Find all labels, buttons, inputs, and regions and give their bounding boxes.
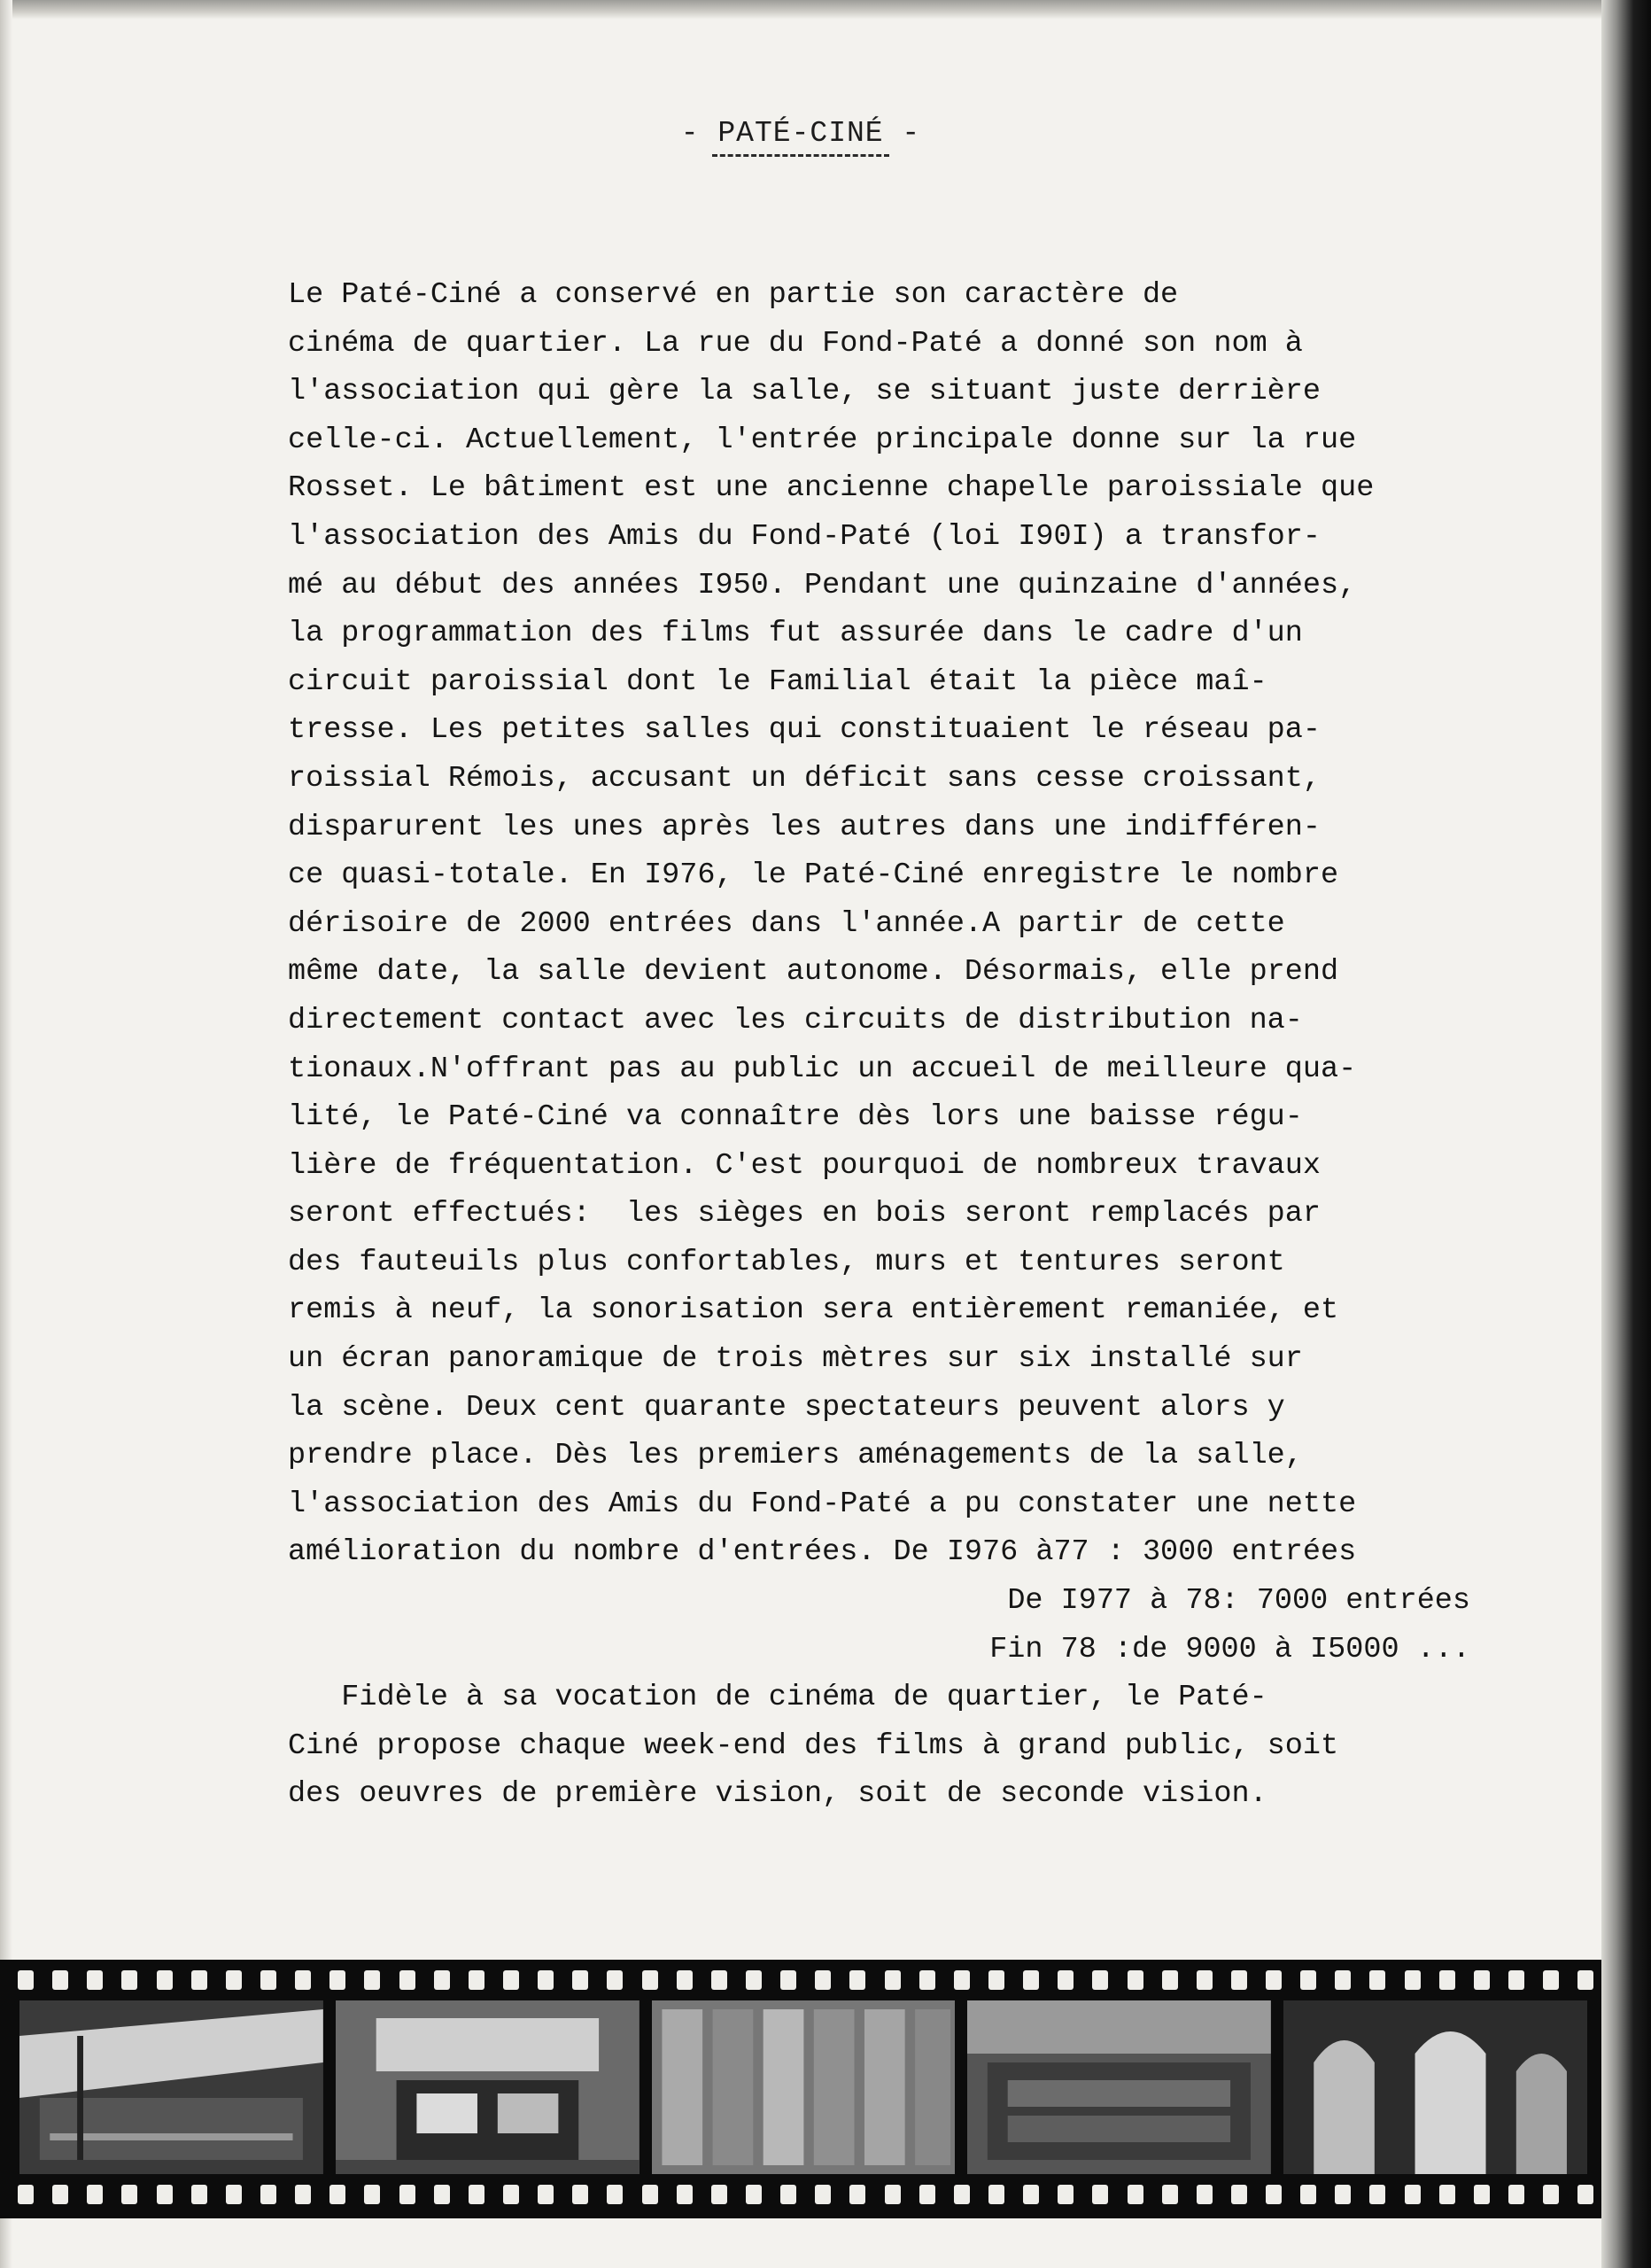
paragraph-2-line: des oeuvres de première vision, soit de seconde vision. bbox=[288, 1777, 1267, 1812]
paragraph-1-line: lière de fréquentation. C'est pourquoi de nombreux travaux bbox=[288, 1148, 1321, 1183]
film-sprocket-hole bbox=[1162, 2185, 1178, 2204]
film-sprocket-hole bbox=[1300, 1970, 1316, 1990]
film-sprocket-hole bbox=[815, 2185, 831, 2204]
attendance-stats bbox=[288, 1577, 1528, 1674]
page-side-edge bbox=[1601, 0, 1651, 2268]
film-sprocket-hole bbox=[364, 2185, 380, 2204]
film-sprocket-hole bbox=[538, 1970, 554, 1990]
paragraph-1-line: cinéma de quartier. La rue du Fond-Paté a donné son nom à bbox=[288, 326, 1303, 361]
film-sprocket-hole bbox=[780, 2185, 796, 2204]
film-sprocket-hole bbox=[329, 2185, 345, 2204]
film-sprocket-hole bbox=[1197, 2185, 1213, 2204]
film-sprocket-hole bbox=[87, 1970, 103, 1990]
film-sprocket-hole bbox=[849, 1970, 865, 1990]
film-sprocket-hole bbox=[1335, 1970, 1351, 1990]
film-sprocket-hole bbox=[226, 1970, 242, 1990]
film-sprocket-hole bbox=[711, 1970, 727, 1990]
film-sprocket-hole bbox=[1023, 2185, 1039, 2204]
film-sprocket-hole bbox=[469, 2185, 484, 2204]
paragraph-2 bbox=[288, 1674, 1528, 1819]
page-top-edge bbox=[0, 0, 1601, 19]
film-sprocket-hole bbox=[677, 2185, 693, 2204]
film-sprocket-hole bbox=[1092, 2185, 1108, 2204]
film-sprocket-hole bbox=[1405, 2185, 1421, 2204]
paragraph-1-line: remis à neuf, la sonorisation sera entièrement remaniée, et bbox=[288, 1293, 1339, 1328]
paragraph-1 bbox=[288, 271, 1528, 1577]
paragraph-1-line: prendre place. Dès les premiers aménagements de la salle, bbox=[288, 1439, 1303, 1473]
film-sprocket-hole bbox=[1439, 2185, 1455, 2204]
film-sprocket-hole bbox=[157, 1970, 173, 1990]
paragraph-1-line: directement contact avec les circuits de distribution na- bbox=[288, 1003, 1303, 1037]
film-sprocket-hole bbox=[87, 2185, 103, 2204]
film-sprocket-hole bbox=[434, 1970, 450, 1990]
paragraph-1-line: l'association des Amis du Fond-Paté (loi I90I) a transfor- bbox=[288, 519, 1321, 554]
film-sprocket-hole bbox=[226, 2185, 242, 2204]
page-binding-edge bbox=[0, 0, 12, 2268]
film-sprocket-hole bbox=[18, 1970, 34, 1990]
film-sprocket-hole bbox=[1474, 1970, 1490, 1990]
film-frame-auditorium bbox=[967, 2000, 1271, 2174]
page-title bbox=[0, 117, 1601, 150]
film-sprocket-hole bbox=[538, 2185, 554, 2204]
body-text bbox=[288, 271, 1528, 1819]
stats-line: Fin 78 :de 9000 à I5000 ... bbox=[989, 1632, 1470, 1666]
film-sprocket-hole bbox=[1405, 1970, 1421, 1990]
film-sprocket-hole bbox=[191, 1970, 207, 1990]
film-sprocket-hole bbox=[988, 1970, 1004, 1990]
film-sprockets-top bbox=[18, 1970, 1594, 1993]
paragraph-1-line: circuit paroissial dont le Familial était la pièce maî- bbox=[288, 664, 1267, 699]
paragraph-1-line: disparurent les unes après les autres dans une indifféren- bbox=[288, 810, 1321, 844]
film-sprocket-hole bbox=[503, 1970, 519, 1990]
film-sprocket-hole bbox=[1543, 2185, 1559, 2204]
film-sprocket-hole bbox=[503, 2185, 519, 2204]
film-sprocket-hole bbox=[607, 2185, 623, 2204]
film-frame-seats bbox=[652, 2000, 956, 2174]
film-sprocket-hole bbox=[1300, 2185, 1316, 2204]
film-sprocket-hole bbox=[815, 1970, 831, 1990]
film-sprocket-hole bbox=[1474, 2185, 1490, 2204]
paragraph-1-line: seront effectués: les sièges en bois seront remplacés par bbox=[288, 1197, 1321, 1231]
film-sprocket-hole bbox=[52, 1970, 68, 1990]
paragraph-1-line: dérisoire de 2000 entrées dans l'année.A partir de cette bbox=[288, 906, 1285, 941]
paragraph-2-line: Fidèle à sa vocation de cinéma de quartier, le Paté- bbox=[288, 1681, 1267, 1715]
film-sprocket-hole bbox=[260, 1970, 276, 1990]
film-sprocket-hole bbox=[780, 1970, 796, 1990]
paragraph-2-line: Ciné propose chaque week-end des films à grand public, soit bbox=[288, 1728, 1339, 1763]
film-sprocket-hole bbox=[1023, 1970, 1039, 1990]
film-frames bbox=[19, 2000, 1587, 2174]
film-sprocket-hole bbox=[121, 1970, 137, 1990]
film-sprocket-hole bbox=[607, 1970, 623, 1990]
film-frame-interior-hall bbox=[19, 2000, 323, 2174]
film-sprocket-hole bbox=[1508, 1970, 1524, 1990]
film-sprocket-hole bbox=[1197, 1970, 1213, 1990]
film-strip-illustration bbox=[0, 1960, 1601, 2218]
paragraph-1-line: lité, le Paté-Ciné va connaître dès lors une baisse régu- bbox=[288, 1100, 1303, 1135]
paragraph-1-line: celle-ci. Actuellement, l'entrée principale donne sur la rue bbox=[288, 423, 1357, 457]
film-sprocket-hole bbox=[1543, 1970, 1559, 1990]
film-sprocket-hole bbox=[1369, 1970, 1385, 1990]
film-sprocket-hole bbox=[919, 2185, 935, 2204]
film-sprocket-hole bbox=[677, 1970, 693, 1990]
film-sprocket-hole bbox=[399, 1970, 415, 1990]
film-sprocket-hole bbox=[988, 2185, 1004, 2204]
paragraph-1-line: la scène. Deux cent quarante spectateurs peuvent alors y bbox=[288, 1390, 1285, 1425]
film-sprocket-hole bbox=[434, 2185, 450, 2204]
film-sprocket-hole bbox=[954, 1970, 970, 1990]
film-sprocket-hole bbox=[1092, 1970, 1108, 1990]
paragraph-1-line: roissial Rémois, accusant un déficit sans cesse croissant, bbox=[288, 761, 1321, 796]
film-sprocket-hole bbox=[295, 1970, 311, 1990]
paragraph-1-line: Rosset. Le bâtiment est une ancienne chapelle paroissiale que bbox=[288, 471, 1375, 506]
paragraph-1-line: même date, la salle devient autonome. Désormais, elle prend bbox=[288, 955, 1339, 990]
film-sprocket-hole bbox=[469, 1970, 484, 1990]
film-sprocket-hole bbox=[121, 2185, 137, 2204]
film-sprocket-hole bbox=[1058, 1970, 1074, 1990]
film-sprocket-hole bbox=[885, 2185, 901, 2204]
film-sprocket-hole bbox=[572, 1970, 588, 1990]
film-sprocket-hole bbox=[364, 1970, 380, 1990]
film-sprocket-hole bbox=[18, 2185, 34, 2204]
film-sprocket-hole bbox=[885, 1970, 901, 1990]
paragraph-1-line: amélioration du nombre d'entrées. De I976 à77 : 3000 entrées bbox=[288, 1535, 1357, 1570]
paragraph-1-line: la programmation des films fut assurée dans le cadre d'un bbox=[288, 617, 1303, 651]
film-frame-facade bbox=[336, 2000, 639, 2174]
film-sprocket-hole bbox=[1266, 2185, 1282, 2204]
film-sprocket-hole bbox=[1577, 2185, 1593, 2204]
film-sprocket-hole bbox=[1335, 2185, 1351, 2204]
paragraph-1-line: tresse. Les petites salles qui constituaient le réseau pa- bbox=[288, 713, 1321, 748]
paragraph-1-line: Le Paté-Ciné a conservé en partie son caractère de bbox=[288, 278, 1179, 312]
film-sprocket-hole bbox=[399, 2185, 415, 2204]
film-sprocket-hole bbox=[919, 1970, 935, 1990]
paragraph-1-line: mé au début des années I950. Pendant une quinzaine d'années, bbox=[288, 568, 1357, 602]
film-sprocket-hole bbox=[746, 1970, 762, 1990]
film-sprocket-hole bbox=[1128, 1970, 1143, 1990]
film-sprocket-hole bbox=[642, 2185, 658, 2204]
film-sprockets-bottom bbox=[18, 2185, 1594, 2208]
paragraph-1-line: tionaux.N'offrant pas au public un accueil de meilleure qua- bbox=[288, 1052, 1357, 1086]
film-sprocket-hole bbox=[849, 2185, 865, 2204]
film-sprocket-hole bbox=[642, 1970, 658, 1990]
film-sprocket-hole bbox=[1439, 1970, 1455, 1990]
paragraph-1-line: un écran panoramique de trois mètres sur six installé sur bbox=[288, 1342, 1303, 1377]
film-sprocket-hole bbox=[954, 2185, 970, 2204]
film-sprocket-hole bbox=[1266, 1970, 1282, 1990]
film-sprocket-hole bbox=[1369, 2185, 1385, 2204]
film-sprocket-hole bbox=[157, 2185, 173, 2204]
film-sprocket-hole bbox=[1162, 1970, 1178, 1990]
film-sprocket-hole bbox=[1128, 2185, 1143, 2204]
film-sprocket-hole bbox=[191, 2185, 207, 2204]
film-sprocket-hole bbox=[1231, 1970, 1247, 1990]
film-sprocket-hole bbox=[1508, 2185, 1524, 2204]
film-sprocket-hole bbox=[572, 2185, 588, 2204]
film-sprocket-hole bbox=[1577, 1970, 1593, 1990]
paragraph-1-line: des fauteuils plus confortables, murs et tentures seront bbox=[288, 1245, 1285, 1279]
film-sprocket-hole bbox=[260, 2185, 276, 2204]
film-sprocket-hole bbox=[746, 2185, 762, 2204]
paragraph-1-line: ce quasi-totale. En I976, le Paté-Ciné enregistre le nombre bbox=[288, 858, 1339, 893]
page-title-text: - PATÉ-CINÉ - bbox=[680, 117, 921, 150]
film-sprocket-hole bbox=[52, 2185, 68, 2204]
film-sprocket-hole bbox=[1231, 2185, 1247, 2204]
film-sprocket-hole bbox=[295, 2185, 311, 2204]
film-sprocket-hole bbox=[711, 2185, 727, 2204]
paragraph-1-line: l'association des Amis du Fond-Paté a pu constater une nette bbox=[288, 1487, 1357, 1521]
paragraph-1-line: l'association qui gère la salle, se situant juste derrière bbox=[288, 375, 1321, 409]
title-underline bbox=[712, 154, 889, 157]
film-sprocket-hole bbox=[1058, 2185, 1074, 2204]
film-frame-chapel bbox=[1283, 2000, 1587, 2174]
stats-line: De I977 à 78: 7000 entrées bbox=[1007, 1584, 1470, 1619]
film-sprocket-hole bbox=[329, 1970, 345, 1990]
